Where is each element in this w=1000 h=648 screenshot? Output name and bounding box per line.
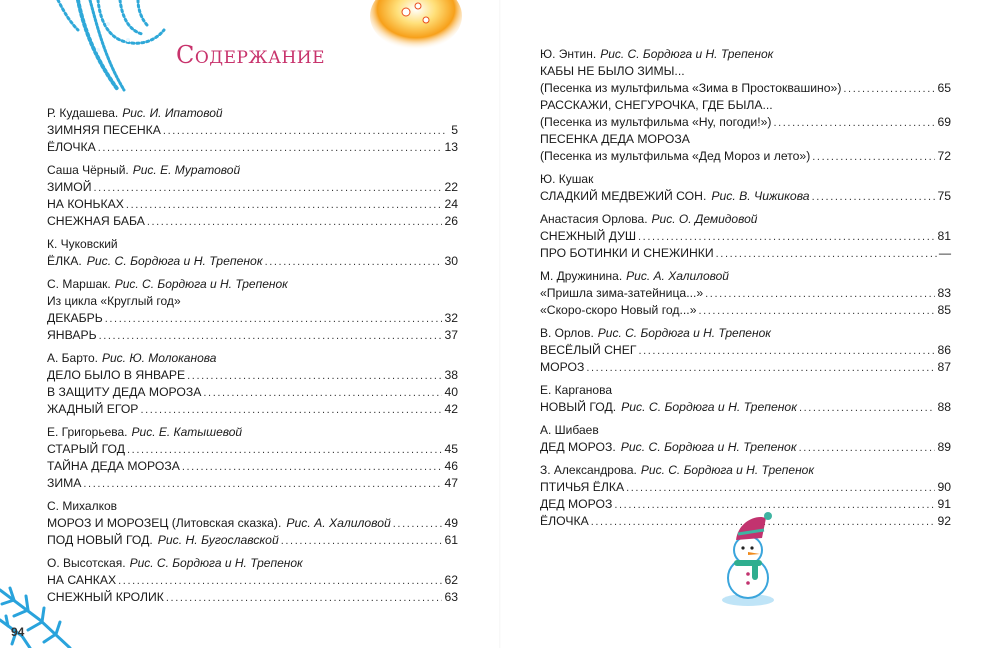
toc-page-number: 91: [937, 497, 951, 511]
toc-group: [47, 276, 458, 344]
toc-group: [540, 268, 951, 319]
toc-leader-dots: [638, 229, 935, 246]
toc-entry: [540, 399, 951, 416]
toc-entry-title: ЗИМА: [47, 476, 82, 490]
toc-entry-illustrator: Рис. Н. Бугославской: [157, 533, 279, 547]
toc-entry-title: НА КОНЬКАХ: [47, 197, 124, 211]
toc-entry-title: ДЕЛО БЫЛО В ЯНВАРЕ: [47, 368, 186, 382]
toc-entry-title: ЗИМОЙ: [47, 180, 92, 194]
toc-leader-dots: [182, 459, 443, 476]
toc-entry-title: СНЕЖНЫЙ ДУШ: [540, 229, 637, 243]
toc-entry-title: НА САНКАХ: [47, 573, 117, 587]
toc-entry-title: ДЕД МОРОЗ: [540, 497, 613, 511]
snowman-icon: [712, 508, 784, 608]
toc-illustrator: Рис. Е. Катышевой: [131, 425, 243, 439]
toc-leader-dots: [812, 189, 936, 206]
toc-right-column: [540, 46, 951, 536]
toc-group: [47, 555, 458, 606]
toc-entry: [540, 114, 951, 131]
toc-leader-dots: [127, 442, 442, 459]
toc-entry-title: МОРОЗ И МОРОЗЕЦ: [47, 516, 169, 530]
toc-page-number: 61: [444, 533, 458, 547]
toc-entry: [47, 475, 458, 492]
toc-entry-title: (Песенка из мультфильма «Зима в Простоквашино»): [540, 81, 842, 95]
toc-page-number: 75: [937, 189, 951, 203]
toc-page-number: 13: [444, 140, 458, 154]
toc-leader-dots: [166, 590, 443, 607]
toc-author: А. Барто.: [47, 351, 98, 365]
toc-leader-dots: [626, 480, 935, 497]
toc-entry: [47, 327, 458, 344]
toc-subtitle-line: [47, 293, 458, 310]
toc-page-number: 87: [937, 360, 951, 374]
toc-entry-title: ЗИМНЯЯ ПЕСЕНКА: [47, 123, 161, 137]
toc-leader-dots: [83, 476, 442, 493]
toc-entry: [540, 479, 951, 496]
toc-entry: [47, 384, 458, 401]
tinsel-garland-icon: [38, 0, 168, 92]
toc-entry-title: ПЕСЕНКА ДЕДА МОРОЗА: [540, 132, 690, 146]
toc-author-line: [540, 462, 951, 479]
toc-leader-dots: [393, 516, 443, 533]
toc-author-line: [47, 498, 458, 515]
toc-entry: [540, 228, 951, 245]
toc-page-number: —: [938, 246, 951, 260]
toc-entry-title: ТАЙНА ДЕДА МОРОЗА: [47, 459, 180, 473]
toc-entry-illustrator: Рис. С. Бордюга и Н. Трепенок: [620, 440, 797, 454]
toc-entry-title: ЁЛОЧКА: [540, 514, 589, 528]
toc-page-number: 85: [937, 303, 951, 317]
toc-illustrator: Рис. С. Бордюга и Н. Трепенок: [597, 326, 771, 340]
toc-entry-title: НОВЫЙ ГОД.: [540, 400, 617, 414]
toc-group: [540, 382, 951, 416]
toc-author: Ю. Кушак: [540, 172, 594, 186]
toc-entry-title: «Скоро-скоро Новый год...»: [540, 303, 697, 317]
toc-left-column: [47, 105, 458, 612]
toc-group: [540, 46, 951, 165]
toc-author-line: [540, 325, 951, 342]
toc-illustrator: Рис. С. Бордюга и Н. Трепенок: [640, 463, 815, 477]
toc-entry-title: «Пришла зима-затейница...»: [540, 286, 704, 300]
toc-group: [47, 350, 458, 418]
toc-leader-dots: [94, 180, 443, 197]
toc-entry: [47, 589, 458, 606]
toc-entry-illustrator: Рис. В. Чижикова: [711, 189, 810, 203]
toc-entry: [47, 310, 458, 327]
page-number: 94: [11, 625, 25, 639]
toc-author: Р. Кудашева.: [47, 106, 119, 120]
toc-author-line: [47, 555, 458, 572]
toc-page-number: 89: [937, 440, 951, 454]
toc-page-number: 63: [444, 590, 458, 604]
toc-entry-title: КАБЫ НЕ БЫЛО ЗИМЫ...: [540, 64, 685, 78]
toc-author: В. Орлов.: [540, 326, 594, 340]
toc-leader-dots: [126, 197, 443, 214]
toc-leader-dots: [586, 360, 935, 377]
toc-author-line: [540, 268, 951, 285]
toc-entry-title: ЯНВАРЬ: [47, 328, 97, 342]
toc-group: [47, 105, 458, 156]
toc-entry-title: (Песенка из мультфильма «Дед Мороз и лето»): [540, 149, 811, 163]
toc-author-line: [540, 46, 951, 63]
toc-group: [47, 162, 458, 230]
toc-author: А. Шибаев: [540, 423, 599, 437]
toc-entry: [47, 253, 458, 270]
toc-author-line: [47, 350, 458, 367]
toc-leader-dots: [705, 286, 935, 303]
toc-entry-title: СНЕЖНАЯ БАБА: [47, 214, 145, 228]
toc-page-number: 92: [937, 514, 951, 528]
toc-page-number: 37: [444, 328, 458, 342]
toc-page-number: 47: [444, 476, 458, 490]
toc-group: [540, 171, 951, 205]
toc-entry-title: РАССКАЖИ, СНЕГУРОЧКА, ГДЕ БЫЛА...: [540, 98, 773, 112]
toc-entry-illustrator: Рис. А. Халиловой: [286, 516, 391, 530]
toc-author: З. Александрова.: [540, 463, 637, 477]
toc-leader-dots: [147, 214, 443, 231]
toc-author-line: [47, 276, 458, 293]
toc-entry: [540, 302, 951, 319]
toc-author: М. Дружинина.: [540, 269, 623, 283]
toc-leader-dots: [98, 140, 443, 157]
toc-author: Е. Григорьева.: [47, 425, 128, 439]
toc-entry: [47, 196, 458, 213]
toc-leader-dots: [105, 311, 443, 328]
toc-group: [540, 422, 951, 456]
toc-entry-title: ПТИЧЬЯ ЁЛКА: [540, 480, 625, 494]
toc-leader-dots: [163, 123, 446, 140]
toc-illustrator: Рис. О. Демидовой: [651, 212, 758, 226]
toc-leader-dots: [99, 328, 443, 345]
toc-page-number: 49: [444, 516, 458, 530]
right-page: [500, 0, 1000, 648]
toc-page-number: 22: [444, 180, 458, 194]
toc-leader-dots: [799, 440, 936, 457]
toc-author: О. Высотская.: [47, 556, 126, 570]
toc-page-number: 83: [937, 286, 951, 300]
toc-entry: [47, 458, 458, 475]
toc-entry-illustrator: Рис. С. Бордюга и Н. Трепенок: [86, 254, 263, 268]
toc-entry-illustrator: Рис. С. Бордюга и Н. Трепенок: [621, 400, 797, 414]
toc-page-number: 26: [444, 214, 458, 228]
toc-author-line: [540, 382, 951, 399]
toc-entry: [47, 179, 458, 196]
toc-page-number: 72: [937, 149, 951, 163]
toc-entry: [47, 515, 458, 532]
toc-entry-title: ЖАДНЫЙ ЕГОР: [47, 402, 139, 416]
toc-author: С. Маршак.: [47, 277, 111, 291]
toc-author-line: [47, 236, 458, 253]
toc-entry-title: СЛАДКИЙ МЕДВЕЖИЙ СОН.: [540, 189, 707, 203]
toc-group: [540, 211, 951, 262]
toc-leader-dots: [140, 402, 442, 419]
toc-entry: [47, 367, 458, 384]
toc-leader-dots: [187, 368, 442, 385]
toc-entry-title: ПРО БОТИНКИ И СНЕЖИНКИ: [540, 246, 714, 260]
toc-entry-title: ПОД НОВЫЙ ГОД.: [47, 533, 153, 547]
toc-illustrator: Рис. А. Халиловой: [626, 269, 729, 283]
toc-group: [47, 424, 458, 492]
toc-author: Е. Карганова: [540, 383, 613, 397]
toc-entry: [47, 122, 458, 139]
toc-leader-dots: [698, 303, 935, 320]
toc-entry-title: СТАРЫЙ ГОД: [47, 442, 126, 456]
toc-author-line: [47, 105, 458, 122]
toc-entry-title: ДЕД МОРОЗ.: [540, 440, 616, 454]
toc-page-number: 40: [444, 385, 458, 399]
toc-illustrator: Рис. С. Бордюга и Н. Трепенок: [114, 277, 288, 291]
toc-leader-dots: [265, 254, 443, 271]
toc-page-number: 32: [444, 311, 458, 325]
toc-page-number: 30: [444, 254, 458, 268]
toc-entry: [47, 572, 458, 589]
toc-entry-title: ЁЛОЧКА: [47, 140, 96, 154]
toc-entry: [540, 188, 951, 205]
toc-entry-title: (Песенка из мультфильма «Ну, погоди!»): [540, 115, 772, 129]
toc-entry-title: МОРОЗ: [540, 360, 585, 374]
toc-page-number: 81: [937, 229, 951, 243]
toc-entry: [540, 80, 951, 97]
toc-page-number: 46: [444, 459, 458, 473]
toc-leader-dots: [638, 343, 935, 360]
toc-entry-title: ДЕКАБРЬ: [47, 311, 103, 325]
toc-entry: [540, 97, 951, 114]
toc-author-line: [47, 424, 458, 441]
toc-entry: [540, 148, 951, 165]
toc-entry: [47, 401, 458, 418]
toc-page-number: 5: [451, 123, 458, 137]
page-title: Содержание: [176, 41, 326, 69]
toc-subtitle: Из цикла «Круглый год»: [47, 294, 181, 308]
toc-page-number: 38: [444, 368, 458, 382]
toc-author: С. Михалков: [47, 499, 118, 513]
toc-page-number: 88: [937, 400, 951, 414]
toc-entry-title: ЁЛКА.: [47, 254, 82, 268]
toc-page-number: 42: [444, 402, 458, 416]
toc-author: Саша Чёрный.: [47, 163, 129, 177]
toc-illustrator: Рис. Ю. Молоканова: [102, 351, 217, 365]
toc-entry-title: ВЕСЁЛЫЙ СНЕГ: [540, 343, 637, 357]
toc-leader-dots: [203, 385, 442, 402]
toc-page-number: 86: [937, 343, 951, 357]
toc-page-number: 65: [937, 81, 951, 95]
toc-author: Ю. Энтин.: [540, 47, 597, 61]
toc-group: [47, 236, 458, 270]
toc-page-number: 45: [444, 442, 458, 456]
toc-entry: [47, 213, 458, 230]
toc-leader-dots: [812, 149, 935, 166]
toc-page-number: 69: [937, 115, 951, 129]
toc-entry-note: (Литовская сказка).: [168, 516, 282, 530]
toc-illustrator: Рис. С. Бордюга и Н. Трепенок: [129, 556, 303, 570]
toc-page-number: 90: [937, 480, 951, 494]
toc-author: Анастасия Орлова.: [540, 212, 648, 226]
toc-entry: [540, 439, 951, 456]
toc-author: К. Чуковский: [47, 237, 118, 251]
toc-leader-dots: [773, 115, 935, 132]
toc-group: [47, 498, 458, 549]
toc-author-line: [540, 422, 951, 439]
toc-illustrator: Рис. Е. Муратовой: [132, 163, 241, 177]
toc-page-number: 24: [444, 197, 458, 211]
toc-entry: [540, 245, 951, 262]
toc-page-number: 62: [444, 573, 458, 587]
toc-entry: [47, 139, 458, 156]
toc-leader-dots: [716, 246, 937, 263]
toc-author-line: [540, 171, 951, 188]
toc-leader-dots: [843, 81, 935, 98]
toc-leader-dots: [799, 400, 935, 417]
toc-group: [540, 325, 951, 376]
toc-author-line: [540, 211, 951, 228]
toc-entry: [540, 285, 951, 302]
toc-entry: [47, 532, 458, 549]
toc-entry: [540, 131, 951, 148]
toc-entry: [540, 342, 951, 359]
toc-illustrator: Рис. С. Бордюга и Н. Трепенок: [600, 47, 774, 61]
toc-entry: [540, 359, 951, 376]
toc-illustrator: Рис. И. Ипатовой: [122, 106, 223, 120]
toc-entry-title: СНЕЖНЫЙ КРОЛИК: [47, 590, 164, 604]
toc-entry-title: В ЗАЩИТУ ДЕДА МОРОЗА: [47, 385, 202, 399]
toc-leader-dots: [118, 573, 442, 590]
glowing-light-icon: [366, 0, 466, 52]
toc-leader-dots: [281, 533, 443, 550]
toc-author-line: [47, 162, 458, 179]
toc-entry: [47, 441, 458, 458]
toc-entry: [540, 63, 951, 80]
